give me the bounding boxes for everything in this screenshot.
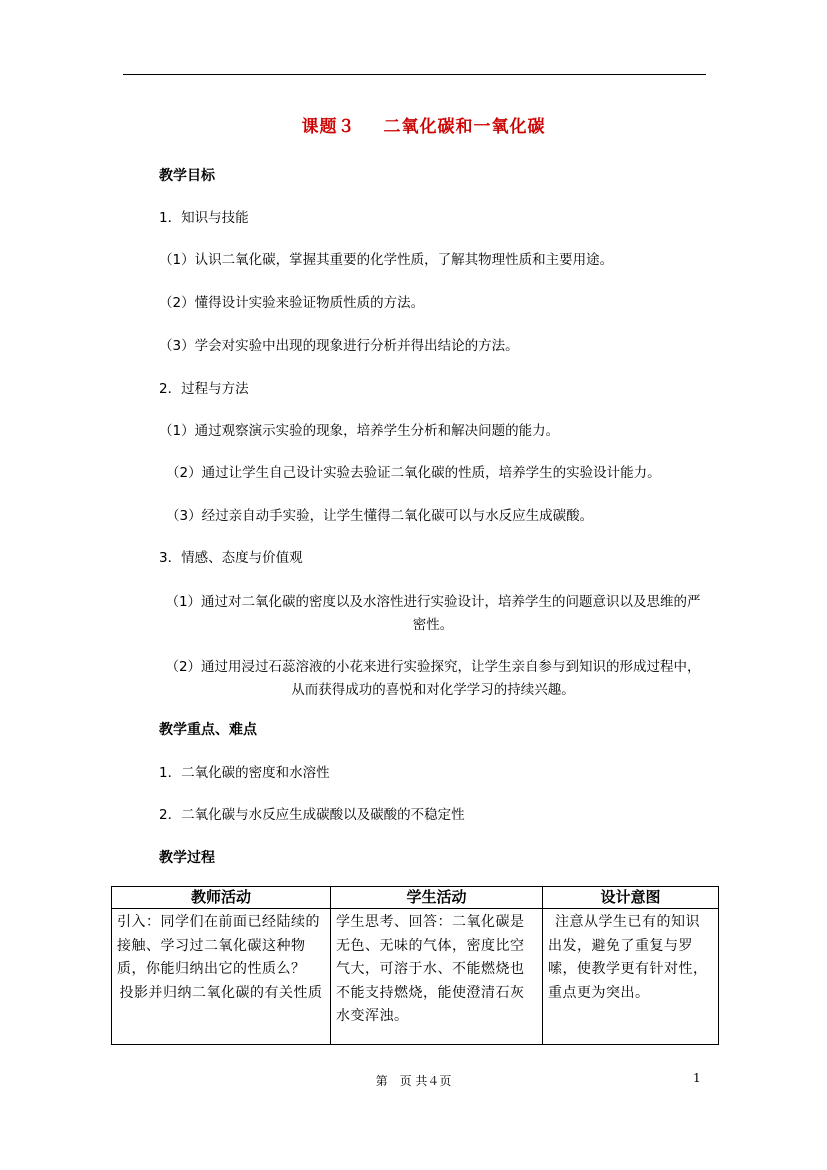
goal2-heading: 2．过程与方法: [159, 381, 249, 397]
lesson-number: 课题３: [301, 117, 356, 137]
header-teacher: 教师活动: [112, 887, 331, 909]
student-activity-text: 学生思考、回答：二氧化碳是无色、无味的气体，密度比空气大，可溶于水、不能燃烧也不能支持燃烧，能使澄清石灰水变浑浊。: [336, 914, 525, 1024]
lesson-title: [0, 112, 827, 137]
page-footer: 第 页 共４页: [375, 1074, 452, 1088]
goal3-heading: 3．情感、态度与价值观: [159, 550, 303, 566]
header-intent: 设计意图: [543, 887, 719, 909]
header-rule: [123, 74, 706, 75]
cell-student: [331, 909, 543, 1045]
goal2-item-1: （1）通过观察演示实验的现象，培养学生分析和解决问题的能力。: [159, 423, 560, 439]
lesson-plan-table: [111, 886, 719, 1045]
section-goals-heading: 教学目标: [159, 168, 215, 184]
table-header-row: [112, 887, 719, 909]
teacher-activity-text: 引入：同学们在前面已经陆续的接触、学习过二氧化碳这种物质，你能归纳出它的性质么？: [117, 914, 320, 977]
goal1-item-2: （2）懂得设计实验来验证物质性质的方法。: [159, 295, 425, 311]
goal1-item-3: （3）学会对实验中出现的现象进行分析并得出结论的方法。: [159, 338, 519, 354]
key-point-2: 2．二氧化碳与水反应生成碳酸以及碳酸的不稳定性: [159, 807, 465, 823]
key-point-1: 1．二氧化碳的密度和水溶性: [159, 765, 330, 781]
header-student: 学生活动: [331, 887, 543, 909]
design-intent-text: 注意从学生已有的知识出发，避免了重复与罗嗦，使教学更有针对性，重点更为突出。: [548, 914, 708, 1001]
goal1-item-1: （1）认识二氧化碳，掌握其重要的化学性质，了解其物理性质和主要用途。: [159, 252, 614, 268]
section-key-heading: 教学重点、难点: [159, 722, 257, 738]
section-process-heading: 教学过程: [159, 850, 215, 866]
lesson-topic: 二氧化碳和一氧化碳: [383, 117, 546, 137]
cell-teacher: [112, 909, 331, 1045]
goal2-item-3: （3）经过亲自动手实验，让学生懂得二氧化碳可以与水反应生成碳酸。: [166, 508, 594, 524]
goal3-item-1: （1）通过对二氧化碳的密度以及水溶性进行实验设计，培养学生的问题意识以及思维的严密性。: [165, 594, 701, 633]
goal2-item-2: （2）通过让学生自己设计实验去验证二氧化碳的性质，培养学生的实验设计能力。: [166, 465, 661, 481]
page-number: 1: [693, 1071, 701, 1085]
goal3-item-2: （2）通过用浸过石蕊溶液的小花来进行实验探究，让学生亲自参与到知识的形成过程中，从而获得成功的喜悦和对化学学习的持续兴趣。: [165, 659, 701, 698]
goal1-heading: 1．知识与技能: [159, 210, 249, 226]
cell-intent: [543, 909, 719, 1045]
table-row: [112, 909, 719, 1045]
teacher-activity-extra: 投影并归纳二氧化碳的有关性质: [119, 984, 323, 1001]
